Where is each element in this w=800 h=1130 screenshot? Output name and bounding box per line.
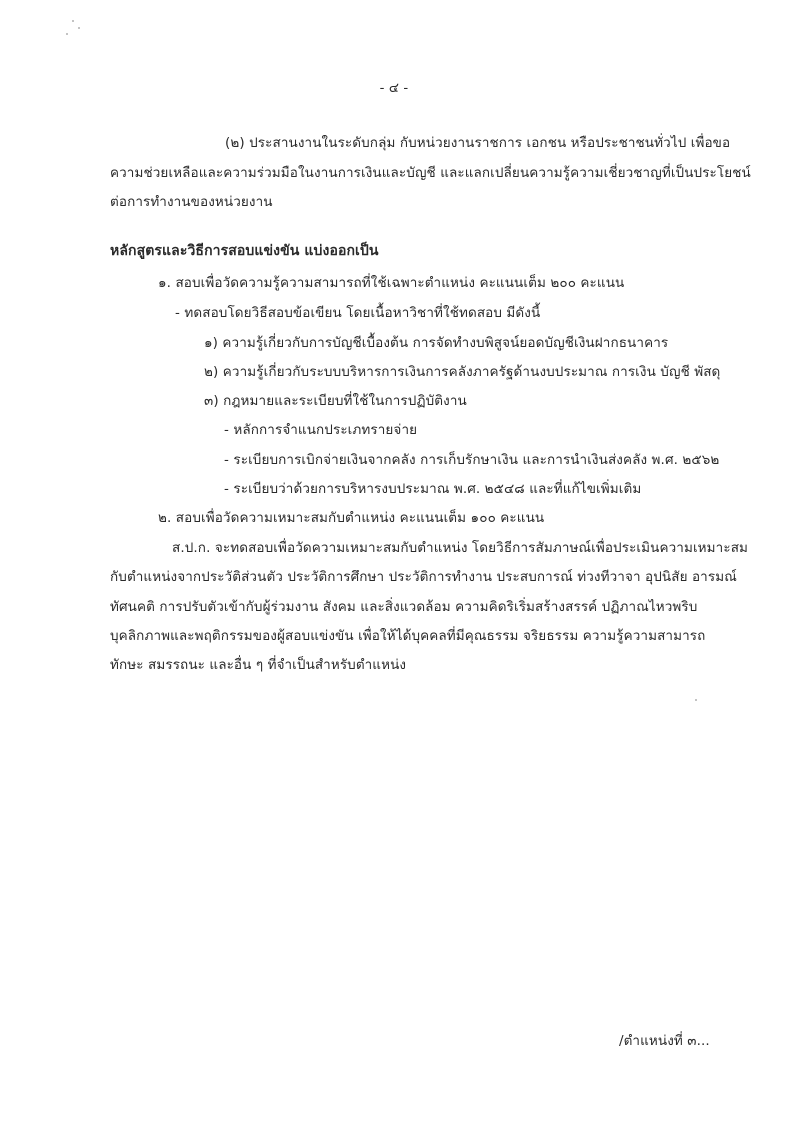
scan-speck [695,699,697,701]
subject-item: ๓) กฎหมายและระเบียบที่ใช้ในการปฏิบัติงาน [204,393,467,409]
scan-speck [78,27,80,29]
section-2-paragraph-line: บุคลิกภาพและพฤติกรรมของผู้สอบแข่งขัน เพื่อให้ได้บุคคลที่มีคุณธรรม จริยธรรม ความรู้ความสามารถ [110,628,706,644]
intro-line-1: (๒) ประสานงานในระดับกลุ่ม กับหน่วยงานราชการ เอกชน หรือประชาชนทั่วไป เพื่อขอ [225,135,731,151]
subject-item: ๒) ความรู้เกี่ยวกับระบบบริหารการเงินการคลังภาครัฐด้านงบประมาณ การเงิน บัญชี พัสดุ [204,364,721,380]
footer-continuation: /ตำแหน่งที่ ๓... [619,1033,710,1049]
scan-speck [66,33,68,35]
regulation-item: - ระเบียบการเบิกจ่ายเงินจากคลัง การเก็บรักษาเงิน และการนำเงินส่งคลัง พ.ศ. ๒๕๖๒ [224,452,720,468]
section-heading: หลักสูตรและวิธีการสอบแข่งขัน แบ่งออกเป็น [110,243,379,259]
scan-speck [72,20,74,22]
section-2-paragraph-line: ทัศนคติ การปรับตัวเข้ากับผู้ร่วมงาน สังคม และสิ่งแวดล้อม ความคิดริเริ่มสร้างสรรค์ ปฏิภาณไหวพริบ [110,599,698,615]
section-2-title: ๒. สอบเพื่อวัดความเหมาะสมกับตำแหน่ง คะแนนเต็ม ๑๐๐ คะแนน [158,510,545,526]
section-2-paragraph-line: ส.ป.ก. จะทดสอบเพื่อวัดความเหมาะสมกับตำแหน่ง โดยวิธีการสัมภาษณ์เพื่อประเมินความเหมาะสม [172,540,749,556]
section-1-method: - ทดสอบโดยวิธีสอบข้อเขียน โดยเนื้อหาวิชาที่ใช้ทดสอบ มีดังนี้ [175,305,541,321]
page-number: - ๔ - [379,80,409,96]
regulation-item: - หลักการจำแนกประเภทรายจ่าย [224,422,418,438]
section-1-title: ๑. สอบเพื่อวัดความรู้ความสามารถที่ใช้เฉพาะตำแหน่ง คะแนนเต็ม ๒๐๐ คะแนน [158,275,625,291]
subject-item: ๑) ความรู้เกี่ยวกับการบัญชีเบื้องต้น การจัดทำงบพิสูจน์ยอดบัญชีเงินฝากธนาคาร [204,335,669,351]
regulation-item: - ระเบียบว่าด้วยการบริหารงบประมาณ พ.ศ. ๒๕๔๘ และที่แก้ไขเพิ่มเติม [224,481,642,497]
section-2-paragraph-line: กับตำแหน่งจากประวัติส่วนตัว ประวัติการศึกษา ประวัติการทำงาน ประสบการณ์ ท่วงทีวาจา อุปนิสัย อารมณ์ [110,569,737,585]
intro-line-2: ความช่วยเหลือและความร่วมมือในงานการเงินและบัญชี และแลกเปลี่ยนความรู้ความเชี่ยวชาญที่เป็นประโยชน์ [110,165,751,181]
section-2-paragraph-line: ทักษะ สมรรถนะ และอื่น ๆ ที่จำเป็นสำหรับตำแหน่ง [110,657,407,673]
intro-line-3: ต่อการทำงานของหน่วยงาน [110,194,273,210]
